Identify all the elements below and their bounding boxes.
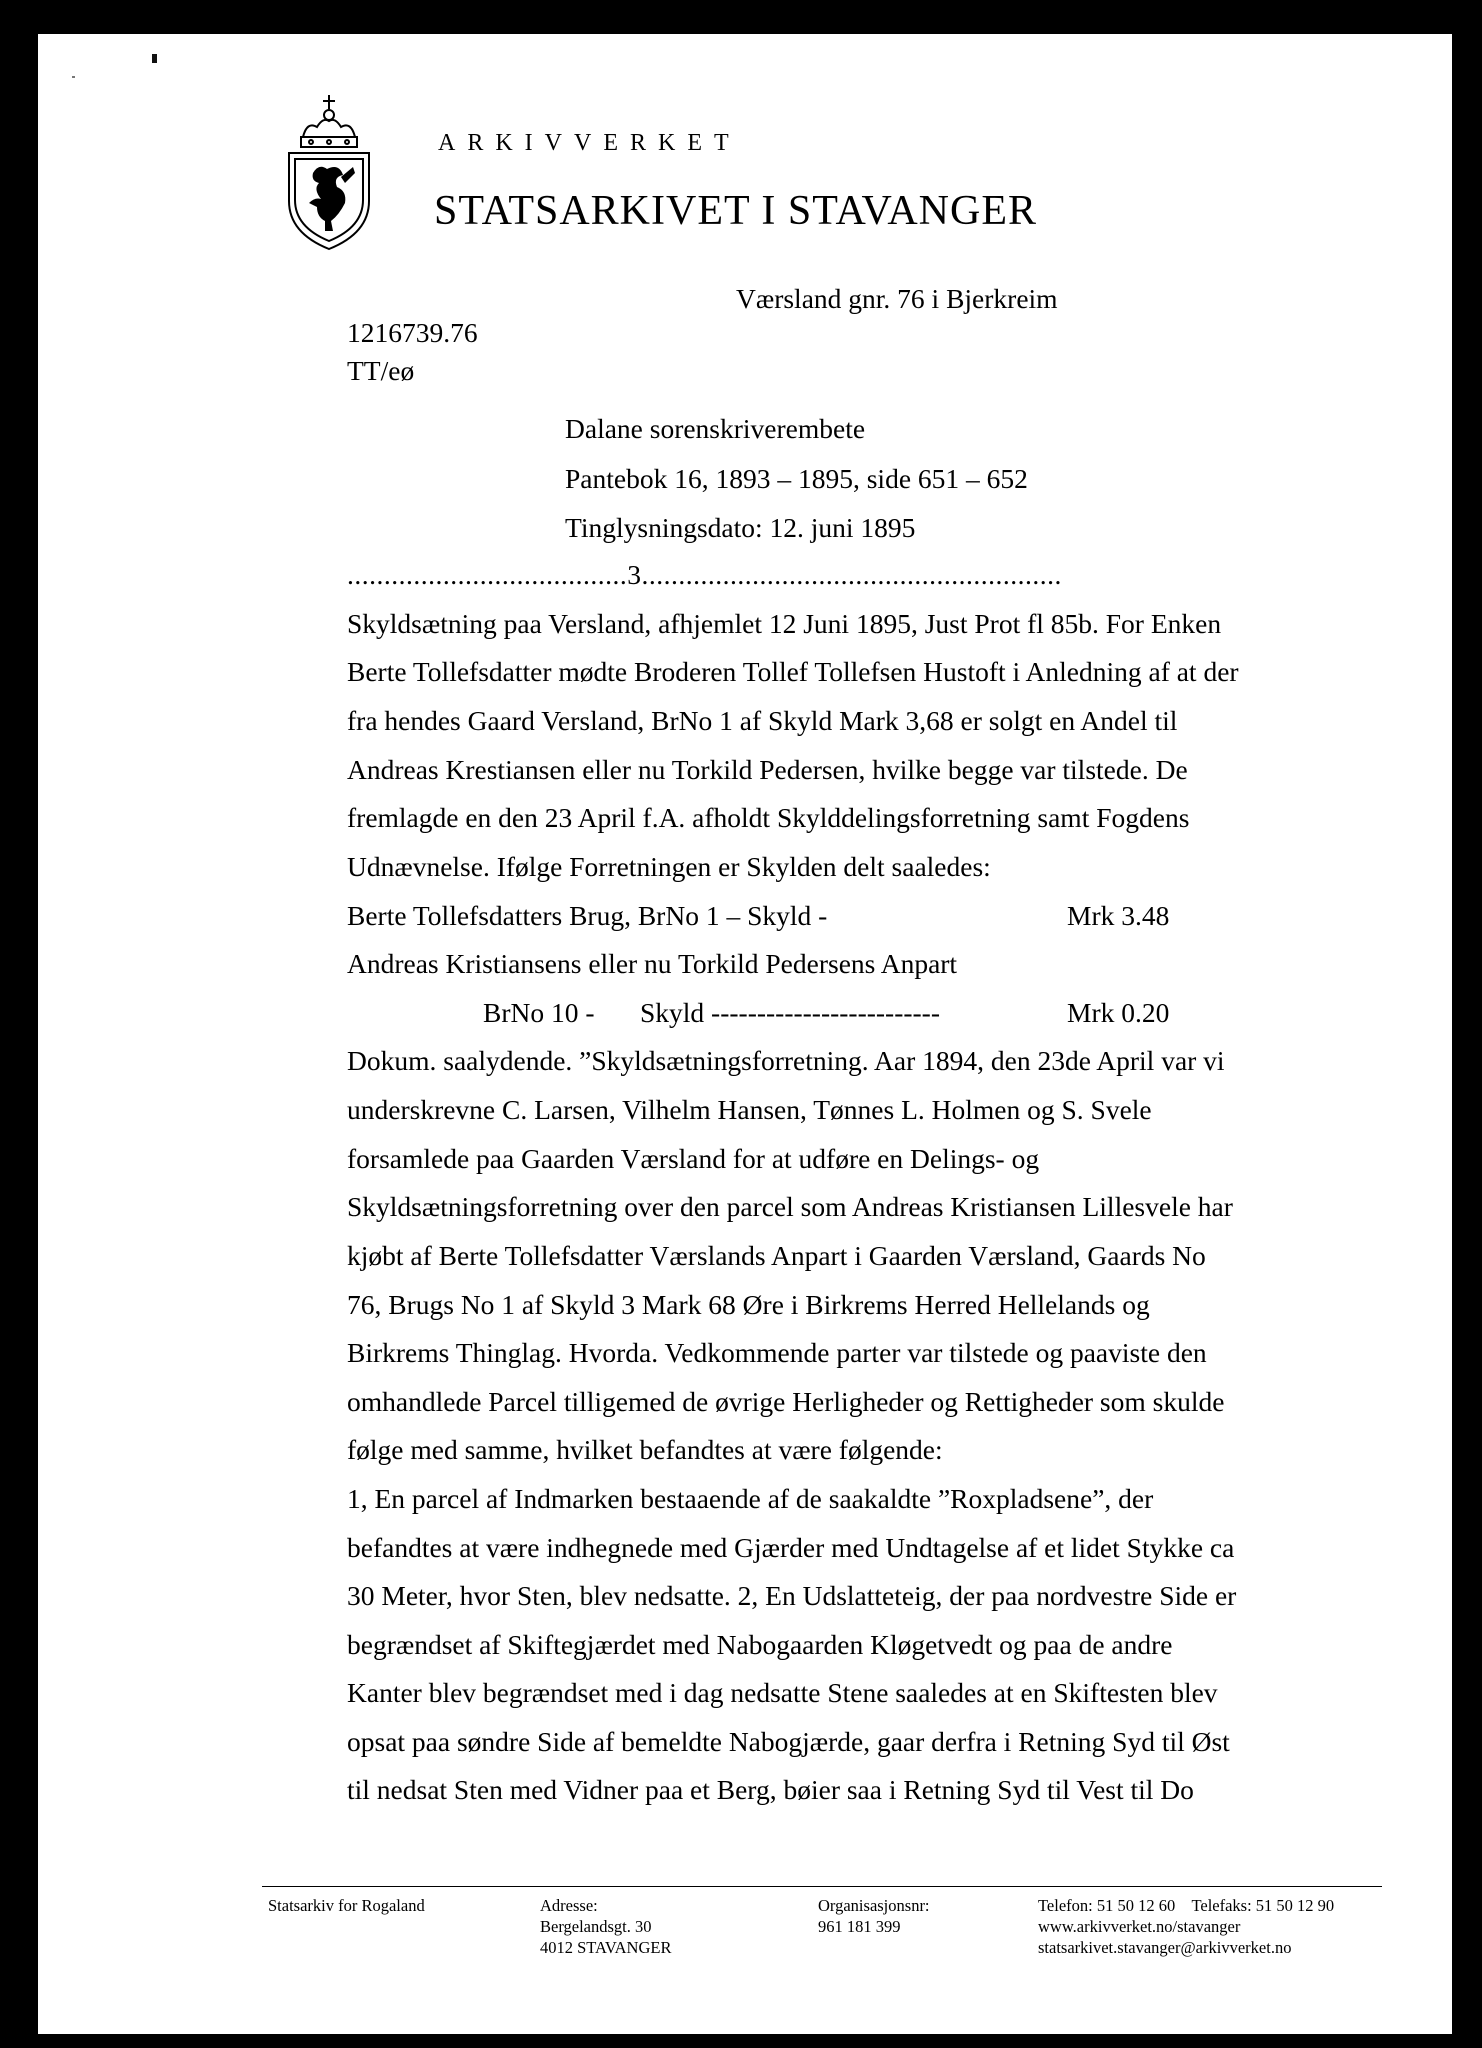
- body-line: Skyldsætning paa Versland, afhjemlet 12 Juni 1895, Just Prot fl 85b. For Enken: [347, 608, 1222, 639]
- body-line: fremlagde en den 23 April f.A. afholdt Skylddelingsforretning samt Fogdens: [347, 802, 1190, 833]
- footer-phone: Telefon: 51 50 12 60 Telefaks: 51 50 12 90: [1038, 1896, 1335, 1915]
- org-name-small: ARKIVVERKET: [438, 130, 741, 156]
- footer-city: 4012 STAVANGER: [540, 1938, 672, 1957]
- body-line: forsamlede paa Gaarden Værsland for at udføre en Delings- og: [347, 1143, 1040, 1174]
- skyld-row-value: Mrk 0.20: [1067, 997, 1170, 1028]
- court-office: Dalane sorenskriverembete: [565, 413, 866, 444]
- registration-date: Tinglysningsdato: 12. juni 1895: [565, 512, 916, 543]
- body-line: fra hendes Gaard Versland, BrNo 1 af Skyld Mark 3,68 er solgt en Andel til: [347, 705, 1178, 736]
- body-line: Birkrems Thinglag. Hvorda. Vedkommende parter var tilstede og paaviste den: [347, 1337, 1207, 1368]
- body-line: Berte Tollefsdatter mødte Broderen Tollef Tollefsen Hustoft i Anledning af at der: [347, 656, 1239, 687]
- norwegian-coat-of-arms-logo: [283, 93, 375, 253]
- body-line: underskrevne C. Larsen, Vilhelm Hansen, Tønnes L. Holmen og S. Svele: [347, 1094, 1152, 1125]
- footer-orgnr-value: 961 181 399: [818, 1917, 901, 1936]
- body-line: Dokum. saalydende. ”Skyldsætningsforretning. Aar 1894, den 23de April var vi: [347, 1045, 1225, 1076]
- skyld-row-label: Berte Tollefsdatters Brug, BrNo 1 – Skyld -: [347, 900, 828, 931]
- skyld-row-value: Mrk 3.48: [1067, 900, 1170, 931]
- body-line: Udnævnelse. Ifølge Forretningen er Skylden delt saaledes:: [347, 851, 991, 882]
- entry-number: 3: [627, 559, 642, 590]
- reference-number: 1216739.76: [347, 317, 478, 348]
- body-line: opsat paa søndre Side af bemeldte Nabogjærde, gaar derfra i Retning Syd til Øst: [347, 1726, 1230, 1757]
- footer-org: Statsarkiv for Rogaland: [268, 1896, 425, 1915]
- skyld-row-label: Skyld -------------------------: [640, 997, 941, 1028]
- footer-contact: [1038, 1895, 1334, 1958]
- body-line: kjøbt af Berte Tollefsdatter Værslands Anpart i Gaarden Værsland, Gaards No: [347, 1240, 1206, 1271]
- footer-divider: [262, 1886, 1382, 1887]
- org-name-large: STATSARKIVET I STAVANGER: [434, 188, 1038, 234]
- section-separator: ......................................3.........................................................: [347, 559, 1062, 590]
- footer-orgnr: [818, 1895, 930, 1937]
- scan-speck: [72, 76, 75, 78]
- footer-address-label: Adresse:: [540, 1896, 598, 1915]
- body-line: Andreas Krestiansen eller nu Torkild Pedersen, hvilke begge var tilstede. De: [347, 754, 1188, 785]
- body-line: omhandlede Parcel tilligemed de øvrige Herligheder og Rettigheder som skulde: [347, 1386, 1225, 1417]
- footer-email: statsarkivet.stavanger@arkivverket.no: [1038, 1938, 1292, 1957]
- footer-address: [540, 1895, 671, 1958]
- initials: TT/eø: [347, 355, 415, 386]
- body-line: til nedsat Sten med Vidner paa et Berg, bøier saa i Retning Syd til Vest til Do: [347, 1774, 1194, 1805]
- body-line: begrændset af Skiftegjærdet med Nabogaarden Kløgetvedt og paa de andre: [347, 1629, 1173, 1660]
- body-line: 76, Brugs No 1 af Skyld 3 Mark 68 Øre i Birkrems Herred Hellelands og: [347, 1289, 1150, 1320]
- skyld-row-brno: BrNo 10 -: [483, 997, 595, 1028]
- scan-speck: [152, 54, 157, 63]
- skyld-row-label: Andreas Kristiansens eller nu Torkild Pedersens Anpart: [347, 948, 958, 979]
- body-line: 1, En parcel af Indmarken bestaaende af de saakaldte ”Roxpladsene”, der: [347, 1483, 1154, 1514]
- body-line: Kanter blev begrændset med i dag nedsatte Stene saaledes at en Skiftesten blev: [347, 1677, 1218, 1708]
- footer-street: Bergelandsgt. 30: [540, 1917, 652, 1936]
- body-line: 30 Meter, hvor Sten, blev nedsatte. 2, En Udslatteteig, der paa nordvestre Side er: [347, 1580, 1237, 1611]
- mortgage-book: Pantebok 16, 1893 – 1895, side 651 – 652: [565, 463, 1028, 494]
- footer-orgnr-label: Organisasjonsnr:: [818, 1896, 930, 1915]
- footer-web: www.arkivverket.no/stavanger: [1038, 1917, 1241, 1936]
- body-line: Skyldsætningsforretning over den parcel som Andreas Kristiansen Lillesvele har: [347, 1191, 1233, 1222]
- property-title: Værsland gnr. 76 i Bjerkreim: [736, 283, 1058, 314]
- body-line: følge med samme, hvilket befandtes at være følgende:: [347, 1434, 943, 1465]
- body-line: befandtes at være indhegnede med Gjærder med Undtagelse af et lidet Stykke ca: [347, 1532, 1235, 1563]
